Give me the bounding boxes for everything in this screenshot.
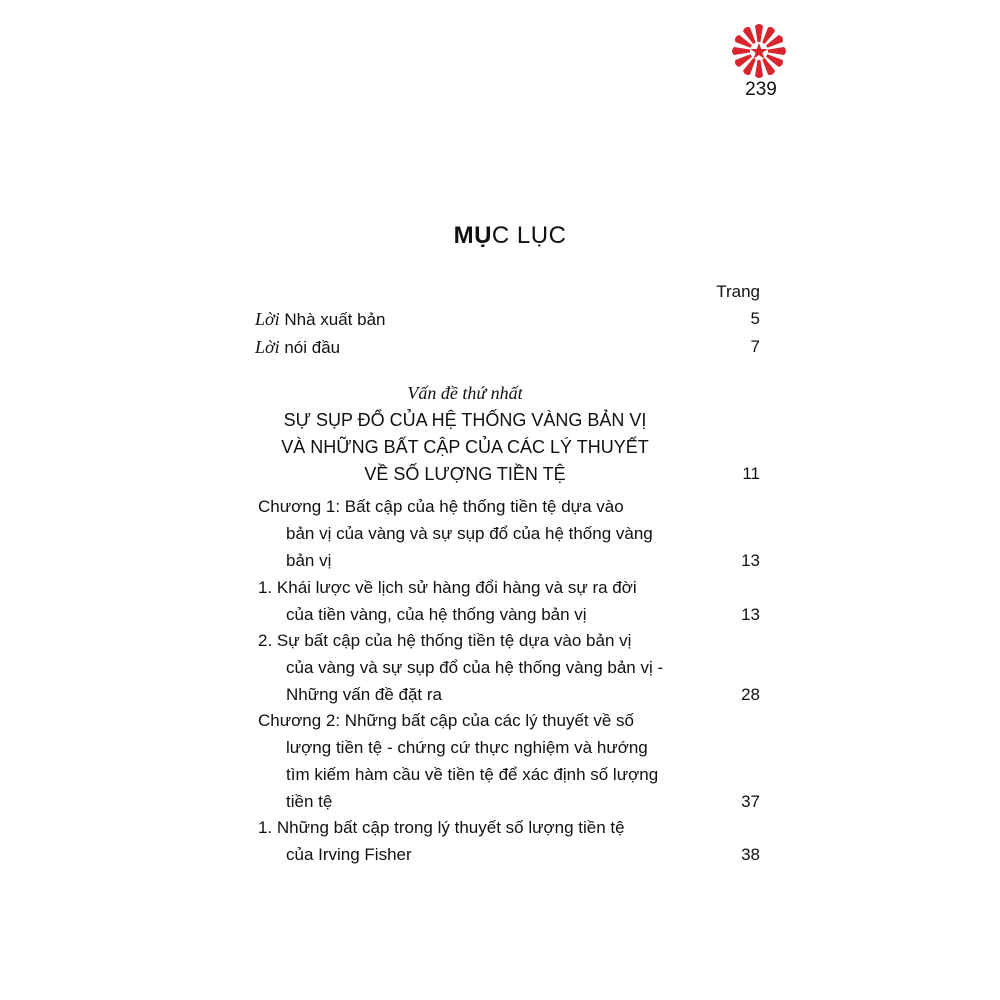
toc-row-label xyxy=(255,306,385,333)
toc-title xyxy=(0,222,1000,250)
entry-line: Chương 2: Những bất cập của các lý thuyết về số xyxy=(258,711,635,730)
entry-line: 1. Khái lược về lịch sử hàng đổi hàng và sự ra đời xyxy=(258,578,637,597)
part-kicker: Vấn đề thứ nhất xyxy=(407,383,523,403)
entry-line: Những vấn đề đặt ra xyxy=(286,685,442,704)
toc-row-text: Nhà xuất bản xyxy=(279,310,386,329)
entry-line: của Irving Fisher xyxy=(286,845,412,864)
entry-line: tiền tệ xyxy=(286,792,333,811)
toc-title-rest: C LỤC xyxy=(491,222,567,249)
entry-line: Chương 1: Bất cập của hệ thống tiền tệ dựa vào xyxy=(258,497,624,516)
publisher-star-emblem-icon xyxy=(728,20,790,82)
entry-page: 28 xyxy=(741,685,760,704)
entry-line: của tiền vàng, của hệ thống vàng bản vị xyxy=(286,605,587,624)
toc-row-label xyxy=(255,334,340,361)
toc-row-page: 7 xyxy=(750,337,760,356)
toc-row-preface[interactable] xyxy=(255,334,760,360)
toc-row-publisher-note[interactable] xyxy=(255,306,760,332)
page-column-header: Trang xyxy=(716,282,760,301)
entry-page: 38 xyxy=(741,845,760,864)
part-title-line: SỰ SỤP ĐỔ CỦA HỆ THỐNG VÀNG BẢN VỊ xyxy=(283,410,647,430)
entry-page: 37 xyxy=(741,792,760,811)
entry-line: của vàng và sự sụp đổ của hệ thống vàng bản vị - xyxy=(286,658,664,677)
entry-page: 13 xyxy=(741,551,760,570)
part-page: 11 xyxy=(742,464,760,483)
page-number: 239 xyxy=(745,79,777,100)
toc-row-text: nói đầu xyxy=(279,338,341,357)
entry-page: 13 xyxy=(741,605,760,624)
entry-line: 2. Sự bất cập của hệ thống tiền tệ dựa vào bản vị xyxy=(258,631,632,650)
toc-title-bold-part: MỤ xyxy=(453,222,492,249)
toc-row-page: 5 xyxy=(750,309,760,328)
toc-row-prefix: Lời xyxy=(255,337,280,357)
part-title-line: VÀ NHỮNG BẤT CẬP CỦA CÁC LÝ THUYẾT xyxy=(281,437,649,457)
toc-row-prefix: Lời xyxy=(255,309,280,329)
entry-line: tìm kiếm hàm cầu về tiền tệ để xác định số lượng xyxy=(286,765,659,784)
part-title-line: VỀ SỐ LƯỢNG TIỀN TỆ xyxy=(364,464,566,484)
entry-line: 1. Những bất cập trong lý thuyết số lượng tiền tệ xyxy=(258,818,625,837)
entry-line: bản vị xyxy=(286,551,332,570)
entry-line: bản vị của vàng và sự sụp đổ của hệ thống vàng xyxy=(286,524,653,543)
publisher-logo xyxy=(728,20,790,82)
entry-line: lượng tiền tệ - chứng cứ thực nghiệm và hướng xyxy=(286,738,648,757)
